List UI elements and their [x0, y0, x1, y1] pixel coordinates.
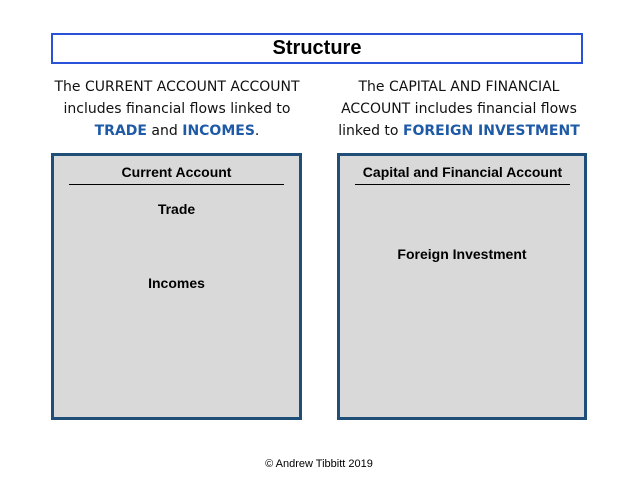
capital-desc-line3 [324, 120, 594, 142]
incomes-item: Incomes [148, 275, 205, 291]
trade-highlight: TRADE [94, 123, 147, 139]
current-account-heading: Current Account [69, 164, 284, 185]
current-desc-line1: The CURRENT ACCOUNT ACCOUNT [54, 79, 300, 95]
foreign-investment-highlight: FOREIGN INVESTMENT [402, 123, 580, 139]
current-account-description [42, 76, 312, 142]
trade-item: Trade [157, 201, 196, 217]
linked-to-text: linked to [338, 123, 403, 139]
current-account-panel [51, 153, 302, 420]
capital-account-description [324, 76, 594, 142]
and-text: and [146, 123, 183, 139]
capital-desc-line1: The CAPITAL AND FINANCIAL [358, 79, 560, 95]
capital-desc-line2: ACCOUNT includes financial flows [341, 101, 577, 117]
current-desc-line2: includes financial flows linked to [63, 101, 291, 117]
slide-title: Structure [51, 33, 583, 64]
current-desc-line3 [42, 120, 312, 142]
period-text: . [254, 123, 260, 139]
capital-financial-account-panel [337, 153, 587, 420]
capital-financial-account-heading: Capital and Financial Account [355, 164, 570, 185]
foreign-investment-item: Foreign Investment [397, 246, 527, 262]
incomes-highlight: INCOMES [182, 123, 255, 139]
copyright-footer: © Andrew Tibbitt 2019 [265, 458, 373, 470]
